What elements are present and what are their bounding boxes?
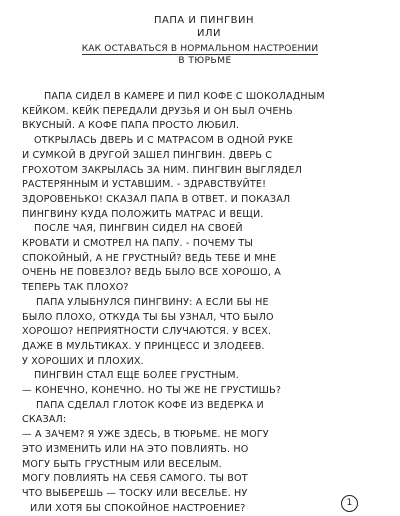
body-line: ПОСЛЕ ЧАЯ, ПИНГВИН СИДЕЛ НА СВОЕЙ: [34, 223, 243, 235]
body-line: КЕЙКОМ. КЕЙК ПЕРЕДАЛИ ДРУЗЬЯ И ОН БЫЛ ОЧЕНЬ: [22, 105, 293, 117]
body-line: ГРОХОТОМ ЗАКРЫЛАСЬ ЗА НИМ. ПИНГВИН ВЫГЛЯДЕЛ: [22, 164, 302, 176]
body-line: СПОКОЙНЫЙ, А НЕ ГРУСТНЫЙ? ВЕДЬ ТЕБЕ И МНЕ: [22, 252, 277, 264]
body-line: — КОНЕЧНО, КОНЕЧНО. НО ТЫ ЖЕ НЕ ГРУСТИШЬ?: [22, 385, 282, 397]
title-line-1: ПАПА И ПИНГВИН: [153, 15, 255, 26]
title-line-4: В ТЮРЬМЕ: [178, 56, 232, 66]
body-line: КРОВАТИ И СМОТРЕЛ НА ПАПУ. - ПОЧЕМУ ТЫ: [22, 238, 253, 250]
story-body: [22, 90, 384, 516]
title-line-3: [20, 43, 380, 55]
body-line: ПАПА СДЕЛАЛ ГЛОТОК КОФЕ ИЗ ВЕДЕРКА И: [36, 399, 264, 411]
body-line: РАСТЕРЯННЫМ И УСТАВШИМ. - ЗДРАВСТВУЙТЕ!: [22, 179, 267, 191]
body-line: ОТКРЫЛАСЬ ДВЕРЬ И С МАТРАСОМ В ОДНОЙ РУКЕ: [34, 135, 294, 147]
body-line: ЭТО ИЗМЕНИТЬ ИЛИ НА ЭТО ПОВЛИЯТЬ. НО: [22, 443, 249, 455]
body-line: ПАПА УЛЫБНУЛСЯ ПИНГВИНУ: А ЕСЛИ БЫ НЕ: [36, 296, 269, 308]
body-line: — А ЗАЧЕМ? Я УЖЕ ЗДЕСЬ, В ТЮРЬМЕ. НЕ МОГУ: [22, 429, 269, 441]
body-line: МОГУ ПОВЛИЯТЬ НА СЕБЯ САМОГО. ТЫ ВОТ: [22, 473, 248, 485]
body-line: МОГУ БЫТЬ ГРУСТНЫМ ИЛИ ВЕСЕЛЫМ.: [22, 458, 222, 470]
body-line: ПИНГВИН СТАЛ ЕЩЕ БОЛЕЕ ГРУСТНЫМ.: [34, 370, 239, 382]
body-line: ЧТО ВЫБЕРЕШЬ — ТОСКУ ИЛИ ВЕСЕЛЬЕ. НУ: [22, 487, 248, 499]
body-line: СКАЗАЛ:: [22, 414, 67, 426]
body-line: ТЕПЕРЬ ТАК ПЛОХО?: [22, 282, 129, 294]
body-line: ВКУСНЫЙ. А КОФЕ ПАПА ПРОСТО ЛЮБИЛ.: [22, 120, 240, 132]
story-title: [20, 14, 380, 67]
body-line: ПИНГВИНУ КУДА ПОЛОЖИТЬ МАТРАС И ВЕЩИ.: [22, 208, 264, 220]
body-line: ИЛИ ХОТЯ БЫ СПОКОЙНОЕ НАСТРОЕНИЕ?: [30, 502, 246, 514]
body-line: ПАПА СИДЕЛ В КАМЕРЕ И ПИЛ КОФЕ С ШОКОЛАДНЫМ: [44, 91, 325, 102]
title-line-3-text: КАК ОСТАВАТЬСЯ В НОРМАЛЬНОМ НАСТРОЕНИИ: [81, 44, 319, 54]
body-line: И СУМКОЙ В ДРУГОЙ ЗАШЕЛ ПИНГВИН. ДВЕРЬ С: [22, 149, 273, 161]
title-line-2: ИЛИ: [197, 28, 221, 39]
body-line: БЫЛО ПЛОХО, ОТКУДА ТЫ БЫ УЗНАЛ, ЧТО БЫЛО: [22, 311, 274, 323]
body-line: ХОРОШО? НЕПРИЯТНОСТИ СЛУЧАЮТСЯ. У ВСЕХ.: [22, 326, 272, 338]
body-line: У ХОРОШИХ И ПЛОХИХ.: [22, 355, 144, 367]
body-line: ДАЖЕ В МУЛЬТИКАХ. У ПРИНЦЕСС И ЗЛОДЕЕВ.: [22, 340, 265, 352]
page-number: 1: [341, 495, 358, 512]
body-line: ОЧЕНЬ НЕ ПОВЕЗЛО? ВЕДЬ БЫЛО ВСЕ ХОРОШО, А: [22, 267, 281, 279]
body-line: ЗДОРОВЕНЬКО! СКАЗАЛ ПАПА В ОТВЕТ. И ПОКАЗАЛ: [22, 193, 291, 205]
